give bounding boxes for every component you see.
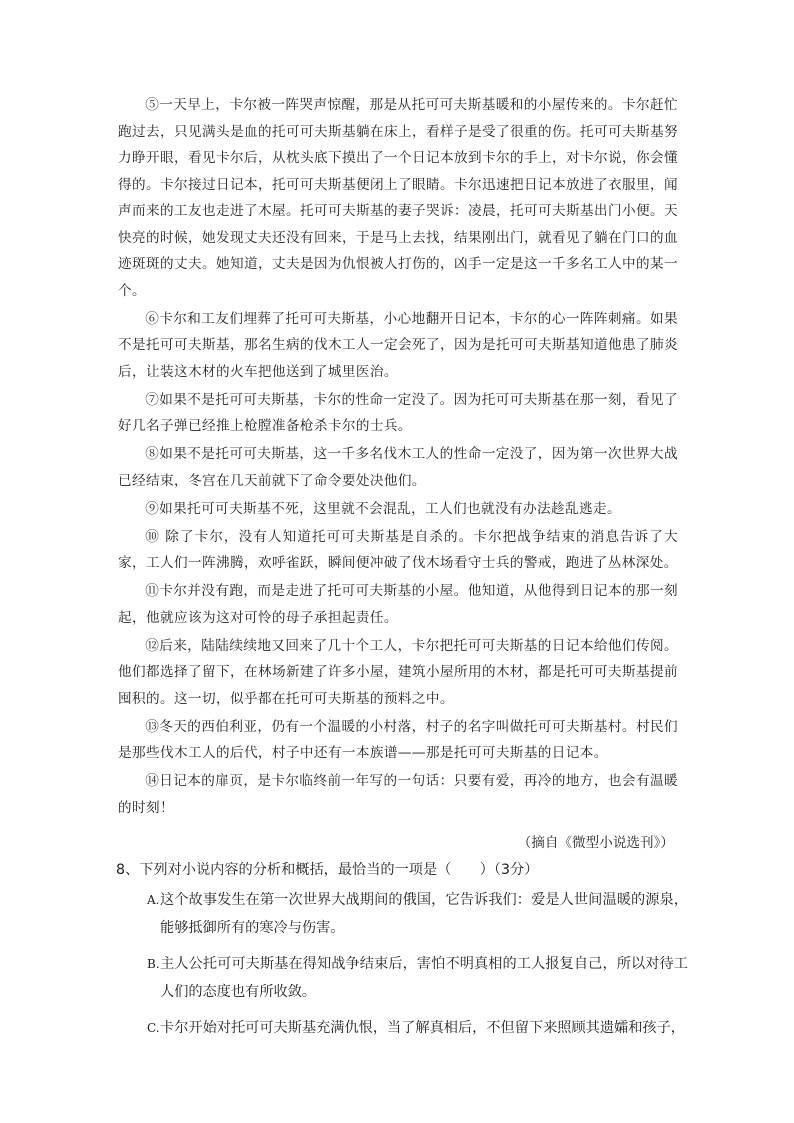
option-a-letter: A. <box>147 893 160 907</box>
paragraph-7: ⑦如果不是托可可夫斯基，卡尔的性命一定没了。因为托可可夫斯基在那一刻，看见了好几名子弹已经推上枪膛准备枪杀卡尔的士兵。 <box>118 391 678 434</box>
story-passage <box>118 92 678 823</box>
option-c-letter: C. <box>147 1021 160 1035</box>
paragraph-5: ⑤一天早上，卡尔被一阵哭声惊醒，那是从托可可夫斯基暖和的小屋传来的。卡尔赶忙跑过去，只见满头是血的托可可夫斯基躺在床上，看样子是受了很重的伤。托可可夫斯基努力睁开眼，看见卡尔后，从枕头底下摸出了一个日记本放到卡尔的手上，对卡尔说，你会懂得的。卡尔接过日记本，托可可夫斯基便闭上了眼睛。卡尔迅速把日记本放进了衣服里，闻声而来的工友也走进了木屋。托可可夫斯基的妻子哭诉：凌晨，托可可夫斯基出门小便。天快亮的时候，她发现丈夫还没有回来，于是马上去找，结果刚出门，就看见了躺在门口的血迹斑斑的丈夫。她知道，丈夫是因为仇恨被人打伤的，凶手一定是这一千多名工人中的某一个。 <box>118 97 678 299</box>
option-b-letter: B. <box>147 957 160 971</box>
paragraph-11: ⑪卡尔并没有跑，而是走进了托可可夫斯基的小屋。他知道，从他得到日记本的那一刻起，他就应该为这对可怜的母子承担起责任。 <box>118 583 678 626</box>
paragraph-13: ⑬冬天的西伯利亚，仍有一个温暖的小村落，村子的名字叫做托可可夫斯基村。村民们是那些伐木工人的后代，村子中还有一本族谱——那是托可可夫斯基的日记本。 <box>118 718 678 761</box>
paragraph-6: ⑥卡尔和工友们埋葬了托可可夫斯基，小心地翻开日记本，卡尔的心一阵阵刺痛。如果不是托可可夫斯基，那名生病的伐木工人一定会死了，因为是托可可夫斯基知道他患了肺炎后，让装这木材的火车把他送到了城里医治。 <box>118 310 678 380</box>
paragraph-14: ⑭日记本的扉页，是卡尔临终前一年写的一句话：只要有爱，再冷的地方，也会有温暖的时刻！ <box>118 773 678 816</box>
option-a <box>116 887 688 942</box>
question-8 <box>116 857 688 1052</box>
option-c-text: 卡尔开始对托可可夫斯基充满仇恨，当了解真相后，不但留下来照顾其遗孀和孩子， <box>160 1020 685 1036</box>
option-c <box>116 1015 688 1043</box>
question-stem: 8、下列对小说内容的分析和概括，最恰当的一项是（ ）（3分） <box>116 862 539 878</box>
paragraph-12: ⑫后来，陆陆续续地又回来了几十个工人，卡尔把托可可夫斯基的日记本给他们传阅。他们都选择了留下，在林场新建了许多小屋，建筑小屋所用的木材，都是托可可夫斯基提前囤积的。这一切，似乎都在托可可夫斯基的预料之中。 <box>118 637 678 707</box>
option-b <box>116 951 688 1006</box>
paragraph-8: ⑧如果不是托可可夫斯基，这一千多名伐木工人的性命一定没了，因为第一次世界大战已经结束，冬宫在几天前就下了命令要处决他们。 <box>118 446 678 489</box>
source-citation: （摘自《微型小说选刊》） <box>517 835 674 851</box>
option-a-text: 这个故事发生在第一次世界大战期间的俄国，它告诉我们：爱是人世间温暖的源泉，能够抵御所有的寒冷与伤害。 <box>160 892 688 936</box>
paragraph-9: ⑨如果托可可夫斯基不死，这里就不会混乱，工人们也就没有办法趁乱逃走。 <box>145 500 621 517</box>
paragraph-10: ⑩ 除了卡尔，没有人知道托可可夫斯基是自杀的。卡尔把战争结束的消息告诉了大家，工人们一阵沸腾，欢呼雀跃，瞬间便冲破了伐木场看守士兵的警戒，跑进了丛林深处。 <box>118 528 678 571</box>
option-b-text: 主人公托可可夫斯基在得知战争结束后，害怕不明真相的工人报复自己，所以对待工人们的态度也有所收敛。 <box>160 956 688 1000</box>
